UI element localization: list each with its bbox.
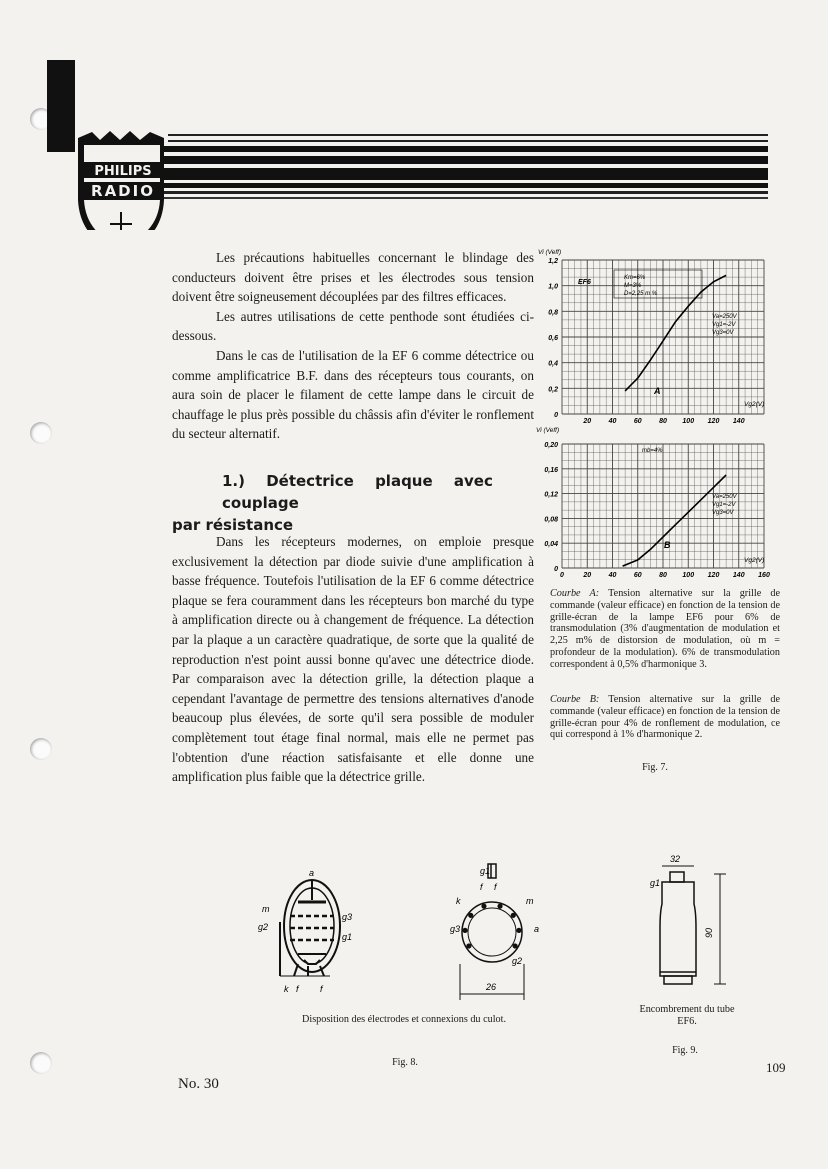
x-tick-label: 20 xyxy=(583,418,592,425)
y-axis-label: Vi (Veff) xyxy=(538,249,562,256)
x-tick-label: 60 xyxy=(633,418,642,425)
label-g1: g1 xyxy=(650,878,661,888)
base-pin xyxy=(468,913,473,918)
annotation: M=3% xyxy=(624,283,642,289)
label-32: 32 xyxy=(670,854,681,864)
chart-a xyxy=(538,249,764,425)
paragraph: Dans le cas de l'utilisation de la EF 6 comme détectrice ou comme amplificatrice B.F. dans des récepteurs tous courants, on aura soin de placer le filament de cette lampe dans le circuit de chauffage le plus près possible du châssis afin d'éviter le ronflement du secteur alternatif. xyxy=(172,347,534,442)
paragraph: Dans les récepteurs modernes, on emploie presque exclusivement la détection par diode suivie d'une amplification à basse fréquence. Toutefois l'utilisation de la EF 6 comme détectrice plaque se fera couramment dans les récepteurs bon marché du type à amplification directe ou à changement de fréquence. La détection par la plaque a un caractère quadratique, de sorte que la qualité de reproduction n'est point aussi bonne qu'avec une détectrice diode. Par comparaison avec la détection grille, la détection plaque a cependant l'avantage de permettre des tensions alternatives d'anode beaucoup plus élevées, de sorte qu'il sera possible de moduler complètement tout étage final normal, mais elle ne permet pas l'obtention d'une réaction satisfaisante et elle donne une amplification plus faible que la détectrice grille. xyxy=(172,534,534,785)
intro-text xyxy=(172,248,534,444)
x-tick-label: 80 xyxy=(659,572,667,579)
annotation: D=2,25 m % xyxy=(624,291,658,297)
label-dim-26: 26 xyxy=(486,982,497,992)
y-tick-label: 0,04 xyxy=(544,541,558,549)
fig8-diagram xyxy=(250,860,550,1000)
x-axis-label: Vg2(V) xyxy=(744,401,765,408)
x-tick-label: 160 xyxy=(758,572,770,579)
paragraph: Les autres utilisations de cette penthode sont étudiées ci-dessous. xyxy=(172,308,534,344)
y-tick-label: 1,0 xyxy=(548,283,558,291)
y-axis-label: Vi (Veff) xyxy=(536,427,560,434)
fig7-chart xyxy=(534,246,796,586)
label-k: k xyxy=(284,984,289,994)
label-m-base: m xyxy=(526,896,534,906)
fig8-label: Fig. 8. xyxy=(392,1057,418,1068)
y-tick-label: 0,8 xyxy=(548,309,558,317)
y-tick-label: 0,2 xyxy=(548,386,558,394)
label-g1: g1 xyxy=(342,932,353,942)
y-tick-label: 0,6 xyxy=(548,335,558,342)
paragraph: Les précautions habituelles concernant le blindage des conducteurs doivent être prises et les électrodes sous tension doivent être soigneusement découplées par des filtres efficaces. xyxy=(172,250,534,305)
label-g3-base: g3 xyxy=(450,924,461,934)
issue-number: No. 30 xyxy=(178,1076,219,1092)
label-g2: g2 xyxy=(258,922,269,932)
fig7-caption-b: Courbe B: Tension alternative sur la grille de commande (valeur efficace) en fonction de la tension de grille-écran pour 4% de ronflement de modulation, ce qui correspond à 1% d'harmonique 2. xyxy=(550,694,781,741)
annotation: mb=4% xyxy=(642,448,663,454)
y-tick-label: 0,16 xyxy=(544,466,558,474)
page-number: 109 xyxy=(766,1060,786,1075)
chart-b xyxy=(536,427,770,579)
y-tick-label: 1,2 xyxy=(548,258,558,265)
annotation: EF6 xyxy=(578,279,591,286)
section-title: 1.) Détectrice plaque avec couplage par résistance xyxy=(172,472,493,534)
fig9-diagram xyxy=(640,852,750,1002)
logo-philips: PHILIPS xyxy=(94,164,152,179)
label-g3: g3 xyxy=(342,912,353,922)
base-pin xyxy=(481,904,486,909)
fig8-caption: Disposition des électrodes et connexions du culot. xyxy=(302,1014,506,1025)
section-body xyxy=(172,532,534,787)
tube-base-icon xyxy=(460,864,524,1000)
label-g2-base: g2 xyxy=(512,956,523,966)
x-tick-label: 60 xyxy=(633,572,642,579)
base-pin xyxy=(516,928,521,933)
base-pin xyxy=(462,928,467,933)
label-90: 90 xyxy=(704,927,714,938)
base-pin xyxy=(466,943,471,948)
x-tick-label: 40 xyxy=(608,572,617,579)
x-tick-label: 140 xyxy=(732,418,745,425)
x-tick-label: 140 xyxy=(732,572,745,579)
logo-radio: RADIO xyxy=(91,182,155,200)
annotation: Vg1=-2V xyxy=(712,322,736,328)
fig9-caption: Encombrement du tube EF6. xyxy=(639,1004,735,1027)
label-a: a xyxy=(309,868,315,878)
tube-schematic xyxy=(280,880,340,976)
y-tick-label: 0 xyxy=(554,412,558,419)
binder-hole xyxy=(30,1052,52,1074)
y-tick-label: 0,12 xyxy=(544,491,558,499)
header-stripes xyxy=(150,134,768,199)
label-k-base: k xyxy=(456,896,461,906)
x-tick-label: 100 xyxy=(682,418,695,425)
base-pin xyxy=(497,904,502,909)
annotation: Vg3=0V xyxy=(712,330,734,336)
fig7-label: Fig. 7. xyxy=(642,762,668,773)
label-m: m xyxy=(262,904,270,914)
annotation: A xyxy=(654,386,661,396)
header-logo-band xyxy=(0,0,828,230)
fig9-label: Fig. 9. xyxy=(672,1045,698,1056)
label-f-base: f xyxy=(480,882,483,892)
annotation: Km=6% xyxy=(624,275,646,281)
x-tick-label: 100 xyxy=(682,572,695,579)
binder-hole xyxy=(30,422,52,444)
annotation: Vg1=-2V xyxy=(712,502,736,508)
binder-hole xyxy=(30,738,52,760)
annotation: Va=250V xyxy=(712,314,737,320)
base-pin xyxy=(511,913,516,918)
x-tick-label: 120 xyxy=(707,418,720,425)
y-tick-label: 0,08 xyxy=(544,516,558,524)
annotation: B xyxy=(664,540,671,550)
x-tick-label: 120 xyxy=(707,572,720,579)
base-pin xyxy=(513,943,518,948)
tube-outline-icon xyxy=(660,866,726,984)
y-tick-label: 0 xyxy=(554,566,558,573)
annotation: Vg3=0V xyxy=(712,510,734,516)
label-f: f xyxy=(296,984,299,994)
label-f2: f xyxy=(320,984,323,994)
label-a-base: a xyxy=(534,924,540,934)
annotation: Va=250V xyxy=(712,494,737,500)
x-axis-label: Vg2(V) xyxy=(744,557,765,564)
label-f-base2: f xyxy=(494,882,497,892)
label-g1-base: g1 xyxy=(480,866,491,876)
fig7-caption-a: Courbe A: Tension alternative sur la grille de commande (valeur efficace) en fonction de la tension de grille-écran de la lampe EF6 pour 6% de transmodulation (3% d'augmentation de modulation et 2,25 m% de distorsion de modulation, où m = profondeur de la modulation). 6% de transmodulation correspondent à 0,5% d'harmonique 3. xyxy=(550,588,780,670)
x-tick-label: 20 xyxy=(583,572,592,579)
x-tick-label: 0 xyxy=(560,572,564,579)
x-tick-label: 40 xyxy=(608,418,617,425)
x-tick-label: 80 xyxy=(659,418,667,425)
y-tick-label: 0,4 xyxy=(548,360,558,368)
y-tick-label: 0,20 xyxy=(544,442,558,449)
